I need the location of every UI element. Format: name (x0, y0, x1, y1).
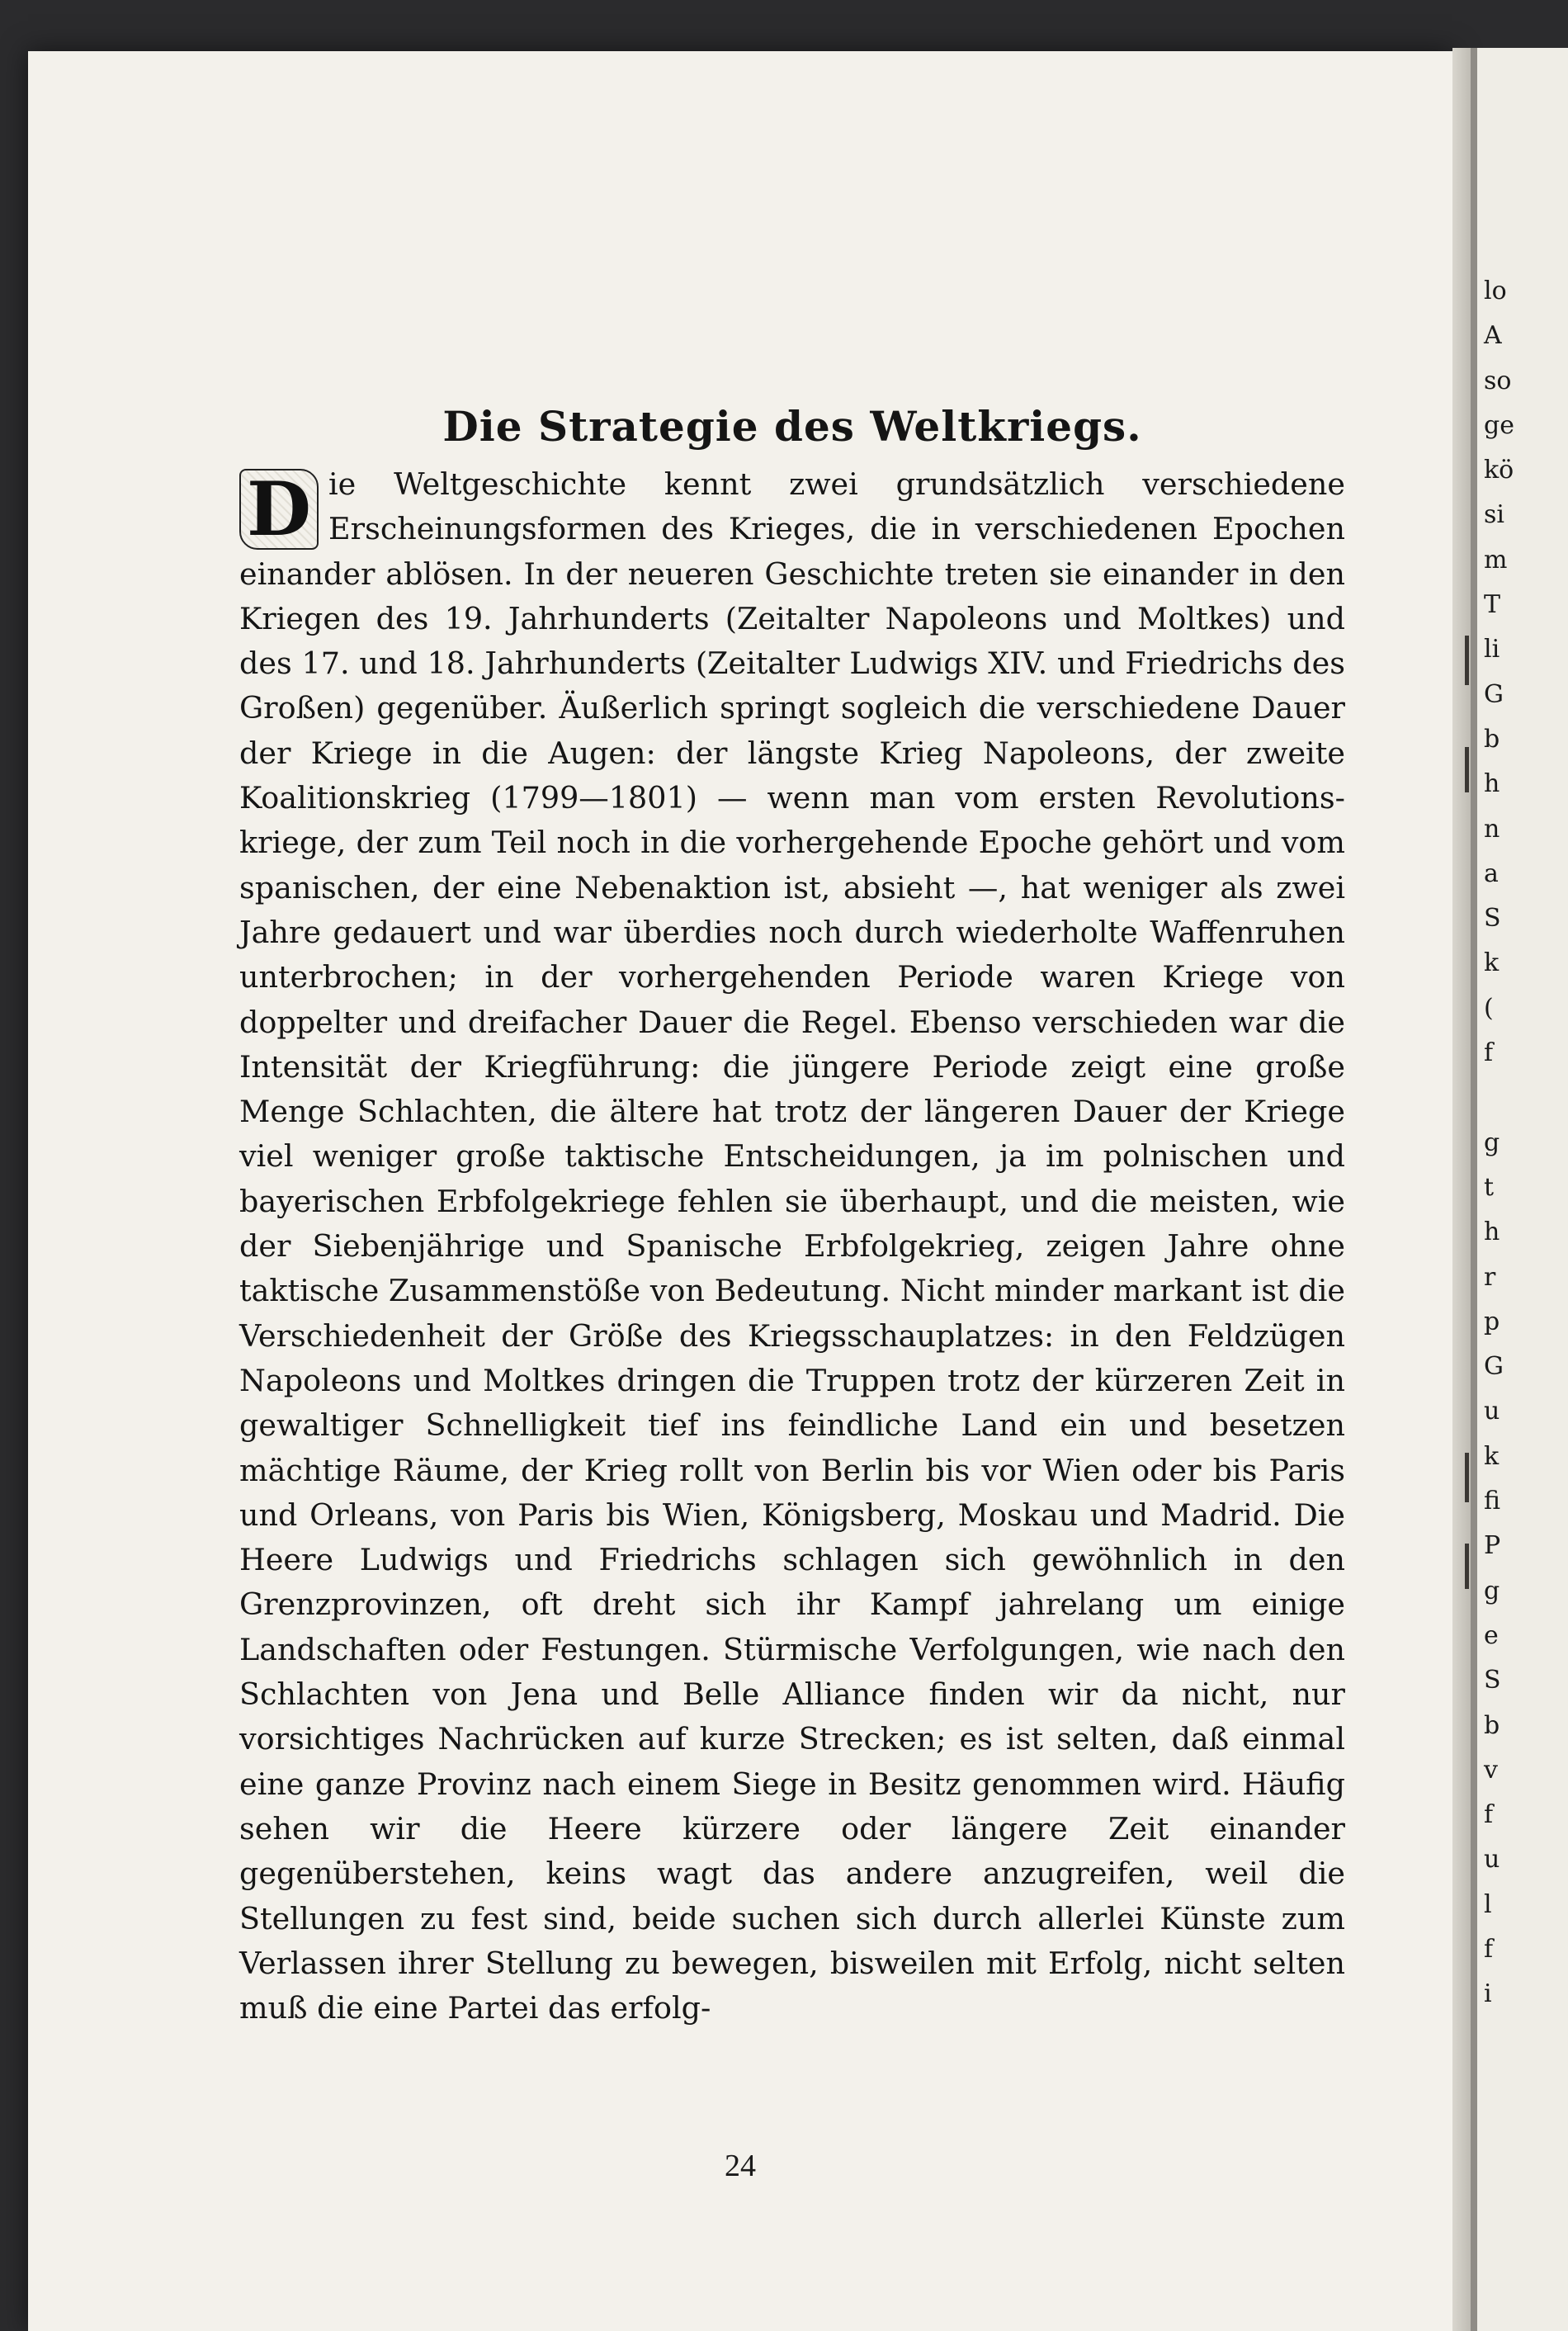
facing-page-fragment: u (1484, 1397, 1500, 1426)
page-edge (1452, 48, 1471, 2331)
facing-page-fragment: e (1484, 1620, 1499, 1650)
facing-page-fragment: S (1484, 904, 1501, 934)
facing-page-fragment: G (1484, 679, 1504, 709)
facing-page-fragment: kö (1484, 456, 1514, 485)
facing-page-fragment: f (1484, 1038, 1494, 1068)
facing-page-fragment: h (1484, 1218, 1500, 1247)
facing-page-fragment: t (1484, 1172, 1495, 1202)
body-paragraph (239, 462, 1345, 2031)
facing-page-fragment: b (1484, 1710, 1500, 1740)
facing-page-fragment: b (1484, 724, 1500, 754)
facing-page-fragment: so (1484, 366, 1512, 395)
facing-page-fragment: S (1484, 1666, 1501, 1695)
facing-page-text-fragments (1484, 269, 1514, 2017)
facing-page-fragment: p (1484, 1307, 1500, 1336)
facing-page-fragment: T (1484, 590, 1501, 620)
facing-page-fragment: li (1484, 635, 1500, 664)
facing-page-fragment: i (1484, 1979, 1492, 2009)
facing-page-fragment: n (1484, 814, 1500, 844)
book-gutter (1471, 48, 1477, 2331)
facing-page (1477, 48, 1568, 2331)
facing-page-fragment: a (1484, 858, 1499, 888)
binding-mark (1465, 1453, 1469, 1502)
facing-page-fragment: g (1484, 1576, 1500, 1605)
facing-page-fragment: h (1484, 769, 1500, 799)
binding-mark (1465, 747, 1469, 792)
facing-page-fragment: l (1484, 1889, 1492, 1919)
page-title: Die Strategie des Weltkriegs. (442, 402, 1142, 451)
binding-mark (1465, 1544, 1469, 1589)
facing-page-fragment: fi (1484, 1487, 1501, 1516)
facing-page-fragment: ( (1484, 993, 1494, 1023)
book-page (28, 51, 1452, 2331)
facing-page-fragment: g (1484, 1128, 1500, 1157)
facing-page-fragment: A (1484, 321, 1502, 351)
page-content (239, 398, 1345, 2031)
facing-page-fragment: m (1484, 545, 1508, 574)
facing-page-fragment: P (1484, 1531, 1501, 1561)
ornamental-initial: D (239, 469, 319, 550)
facing-page-fragment: G (1484, 1352, 1504, 1382)
facing-page-fragment: f (1484, 1800, 1494, 1830)
paragraph-text: ie Weltgeschichte kennt zwei grundsätzlich verschiedene Erscheinungsformen des Krieges, die in verschiedenen Epochen einander ablösen. In der neueren Geschichte treten sie einander in den Kriegen des 19. Jahrhunderts (Zeitalter Napoleons und Moltkes) und des 17. und 18. Jahrhunderts (Zeitalter Ludwigs XIV. und Friedrichs des Großen) gegenüber. Äußerlich springt sogleich die verschiedene Dauer der Kriege in die Augen: der längste Krieg Napoleons, der zweite Koalitionskrieg (1799—1801) — wenn man vom ersten Revolutionskriege, der zum Teil noch in die vorhergehende Epoche gehört und vom spanischen, der eine Nebenaktion ist, absieht —, hat weniger als zwei Jahre gedauert und war überdies noch durch wiederholte Waffenruhen unterbrochen; in der vorhergehenden Periode waren Kriege von doppelter und dreifacher Dauer die Regel. Ebenso verschieden war die Intensität der Kriegführung: die jüngere Periode zeigt eine große Menge Schlachten, die ältere hat trotz der längeren Dauer der Kriege viel weniger große taktische Entscheidungen, ja im polnischen und bayerischen Erbfolgekriege fehlen sie überhaupt, und die meisten, wie der Siebenjährige und Spanische Erbfolgekrieg, zeigen Jahre ohne taktische Zusammenstöße von Bedeutung. Nicht minder markant ist die Verschiedenheit der Größe des Kriegsschauplatzes: in den Feldzügen Napoleons und Moltkes dringen die Truppen trotz der kürzeren Zeit in gewaltiger Schnelligkeit tief ins feindliche Land ein und besetzen mächtige Räume, der Krieg rollt von Berlin bis vor Wien oder bis Paris und Orleans, von Paris bis Wien, Königsberg, Moskau und Madrid. Die Heere Ludwigs und Friedrichs schlagen sich gewöhnlich in den Grenzprovinzen, oft dreht sich ihr Kampf jahrelang um einige Landschaften oder Festungen. Stürmische Verfolgungen, wie nach den Schlachten von Jena und Belle Alliance finden wir da nicht, nur vorsichtiges Nachrücken auf kurze Strecken; es ist selten, daß einmal eine ganze Provinz nach einem Siege in Besitz genommen wird. Häufig sehen wir die Heere kürzere oder längere Zeit einander gegenüberstehen, keins wagt das andere anzugreifen, weil die Stellungen zu fest sind, beide suchen sich durch allerlei Künste zum Verlassen ihrer Stellung zu bewegen, bisweilen mit Erfolg, nicht selten muß die eine Partei das erfolg- (239, 466, 1345, 2026)
page-number: 24 (725, 2149, 756, 2183)
facing-page-fragment: u (1484, 1845, 1500, 1875)
facing-page-fragment (1484, 1076, 1514, 1120)
facing-page-fragment: v (1484, 1755, 1498, 1785)
binding-mark (1465, 636, 1469, 685)
facing-page-fragment: f (1484, 1934, 1494, 1964)
show-through-text (234, 233, 1348, 406)
facing-page-fragment: k (1484, 1441, 1500, 1471)
facing-page-fragment: si (1484, 500, 1504, 530)
facing-page-fragment: r (1484, 1262, 1496, 1292)
facing-page-fragment: lo (1484, 277, 1507, 305)
facing-page-fragment: ge (1484, 410, 1514, 440)
facing-page-fragment: k (1484, 948, 1500, 978)
